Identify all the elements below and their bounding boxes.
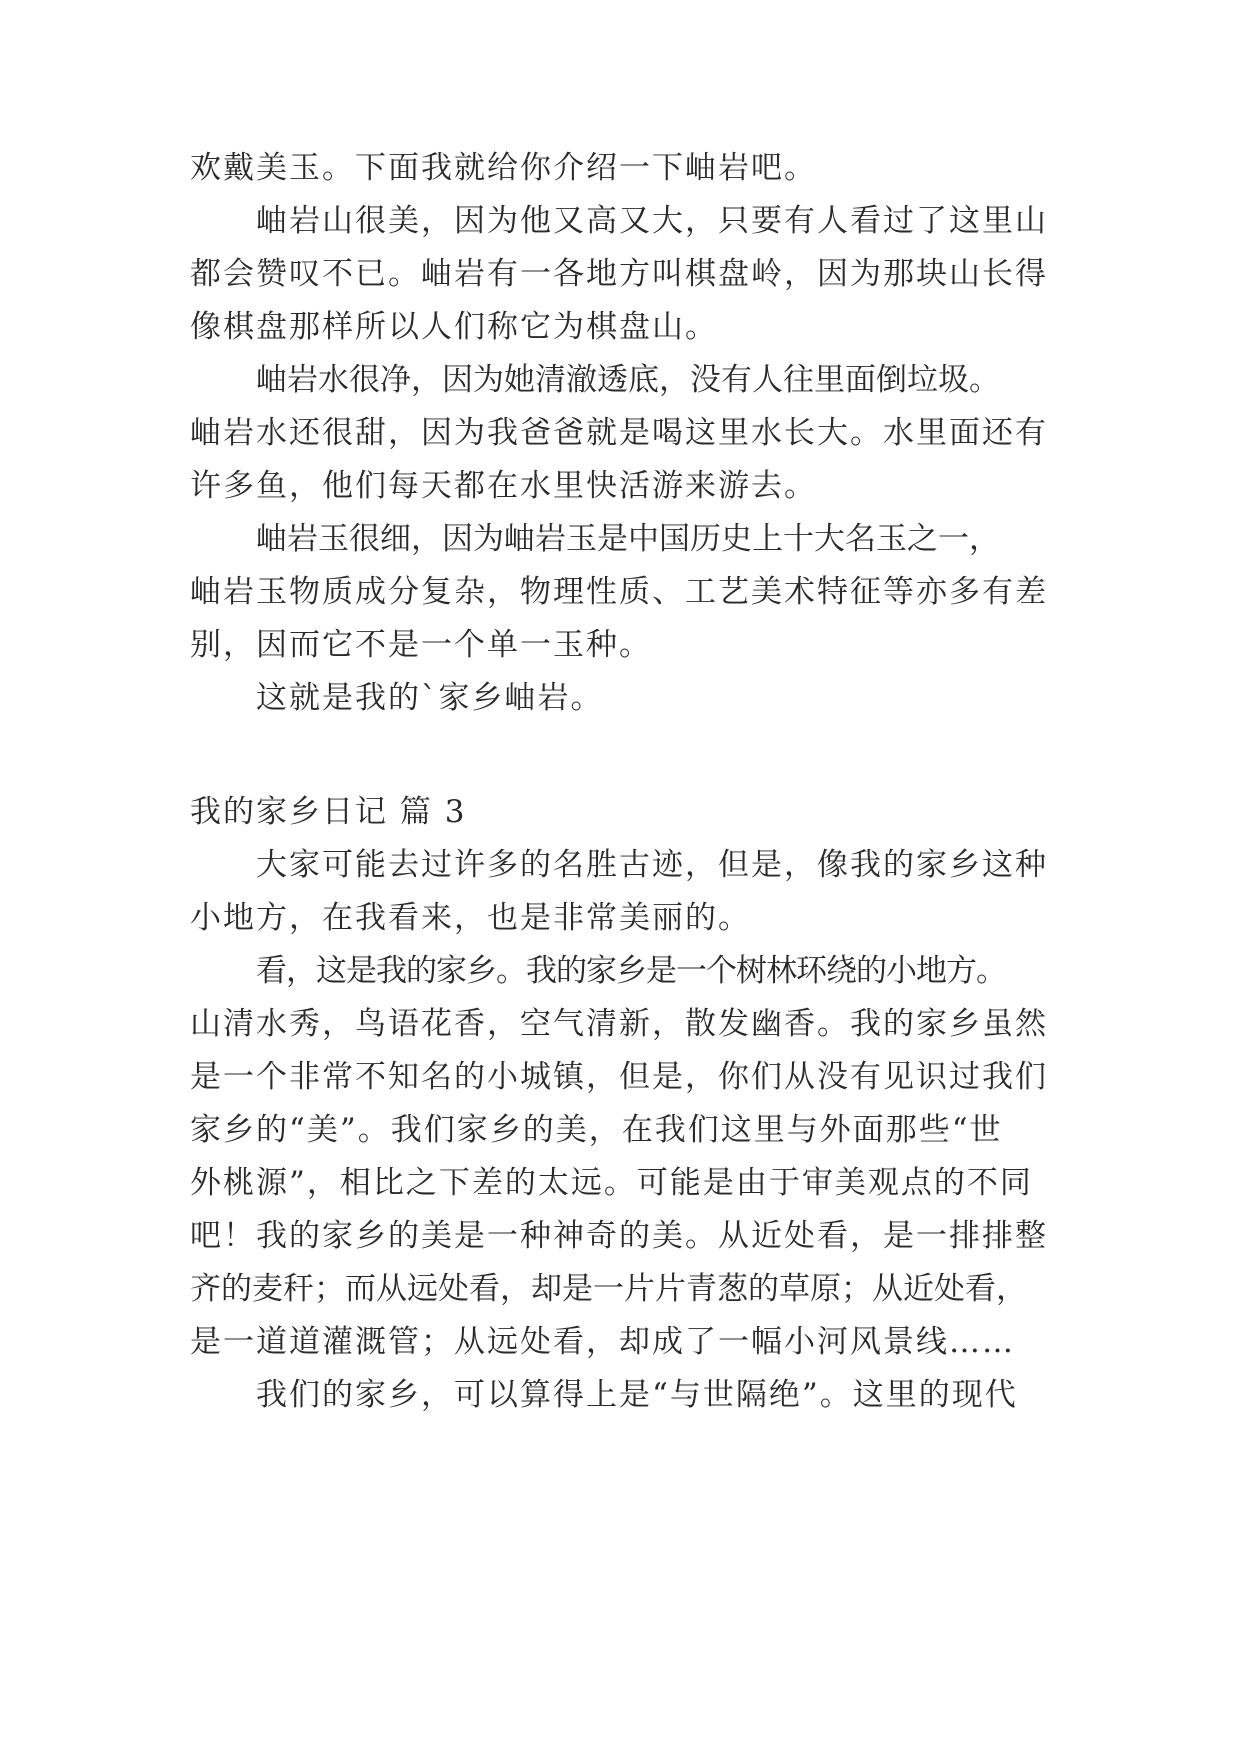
text-line: 像棋盘那样所以人们称它为棋盘山。 xyxy=(190,309,718,345)
paragraph-start: 岫岩水很净，因为她清澈透底，没有人往里面倒垃圾。 xyxy=(256,362,1000,398)
text-line: 欢戴美玉。下面我就给你介绍一下岫岩吧。 xyxy=(190,150,817,186)
text-line: 许多鱼，他们每天都在水里快活游来游去。 xyxy=(190,468,817,504)
paragraph-start: 看，这是我的家乡。我的家乡是一个树林环绕的小地方。 xyxy=(256,953,1006,989)
text-line: 岫岩玉物质成分复杂，物理性质、工艺美术特征等亦多有差 xyxy=(190,574,1048,610)
text-line: 齐的麦秆；而从远处看，却是一片片青葱的草原；从近处看， xyxy=(190,1271,1027,1307)
text-line: 外桃源”，相比之下差的太远。可能是由于审美观点的不同 xyxy=(190,1165,1033,1201)
text-line: 吧！我的家乡的美是一种神奇的美。从近处看，是一排排整 xyxy=(190,1218,1048,1254)
text-line: 是一个非常不知名的小城镇，但是，你们从没有见识过我们 xyxy=(190,1059,1048,1095)
paragraph-start: 岫岩玉很细，因为岫岩玉是中国历史上十大名玉之一， xyxy=(256,521,1000,557)
text-line: 山清水秀，鸟语花香，空气清新，散发幽香。我的家乡虽然 xyxy=(190,1006,1048,1042)
paragraph-start: 岫岩山很美，因为他又高又大，只要有人看过了这里山 xyxy=(256,203,1048,239)
paragraph-start: 我们的家乡，可以算得上是“与世隔绝”。这里的现代 xyxy=(256,1377,1018,1413)
paragraph-start: 这就是我的`家乡岫岩。 xyxy=(256,680,604,716)
paragraph-start: 大家可能去过许多的名胜古迹，但是，像我的家乡这种 xyxy=(256,847,1048,883)
text-line: 别，因而它不是一个单一玉种。 xyxy=(190,627,652,663)
text-line: 都会赞叹不已。岫岩有一各地方叫棋盘岭，因为那块山长得 xyxy=(190,256,1048,292)
text-line: 是一道道灌溉管；从远处看，却成了一幅小河风景线…… xyxy=(190,1324,1015,1360)
text-line: 家乡的“美”。我们家乡的美，在我们这里与外面那些“世 xyxy=(190,1112,1003,1148)
text-line: 小地方，在我看来，也是非常美丽的。 xyxy=(190,900,751,936)
section-heading: 我的家乡日记 篇 3 xyxy=(190,794,467,830)
text-line: 岫岩水还很甜，因为我爸爸就是喝这里水长大。水里面还有 xyxy=(190,415,1048,451)
